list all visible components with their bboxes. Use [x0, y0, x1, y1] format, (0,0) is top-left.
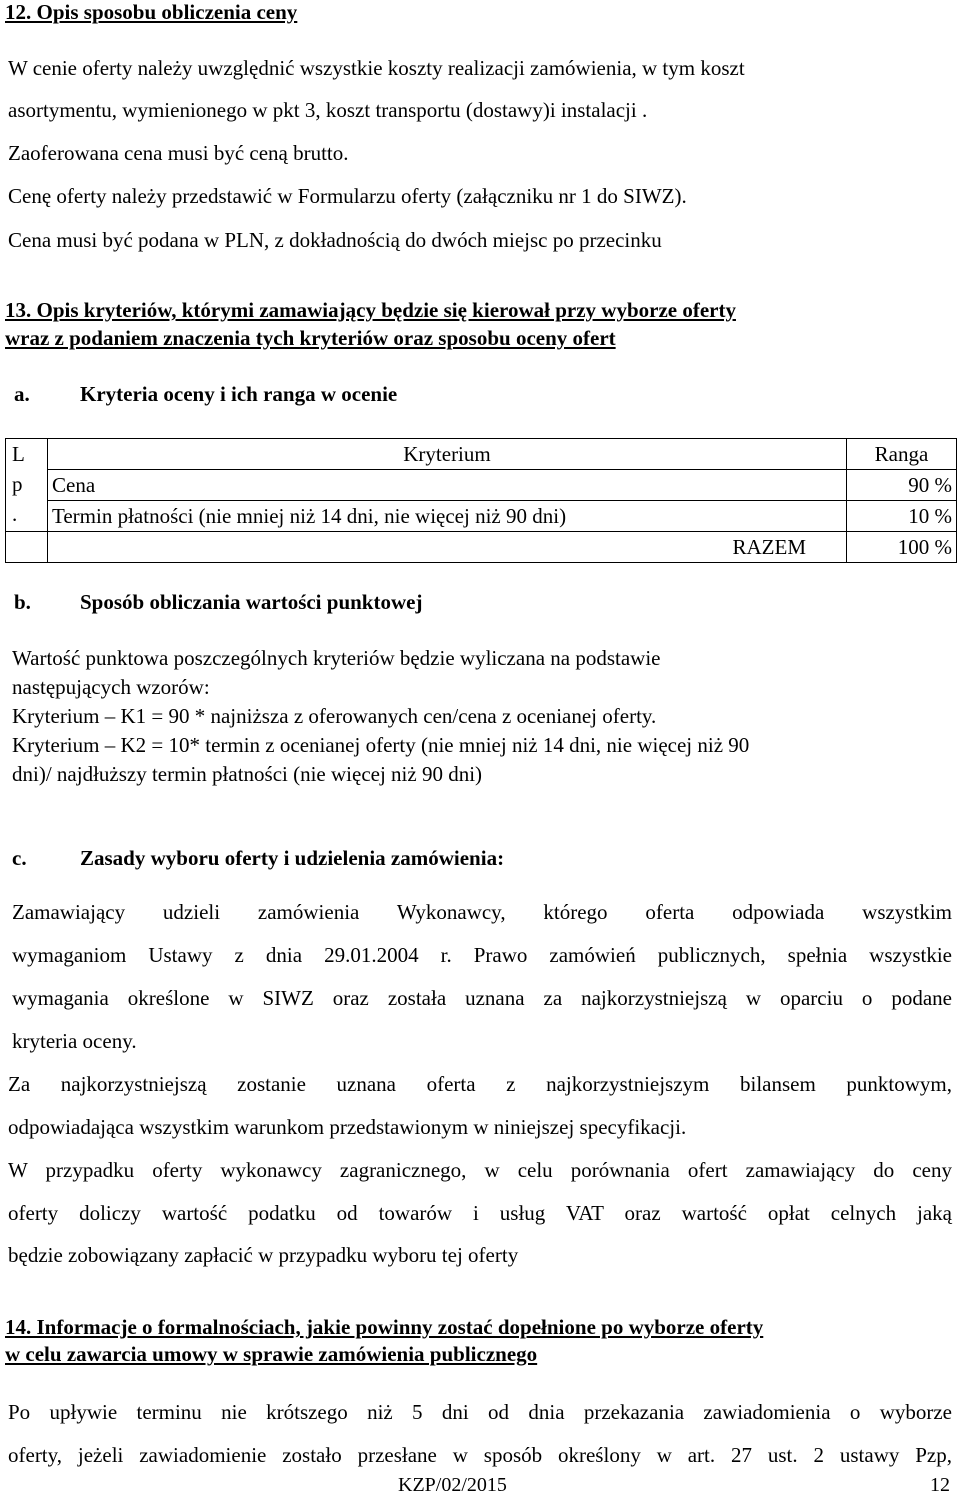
- s14-line-1: Po upływie terminu nie krótszego niż 5 dni od dnia przekazania zawiadomienia o wyborze: [8, 1400, 952, 1424]
- rank-header: Ranga: [847, 439, 957, 470]
- b-line-5: dni)/ najdłuższy termin płatności (nie więcej niż 90 dni): [12, 762, 483, 786]
- table-row: [6, 501, 957, 532]
- footer-doc-id: KZP/02/2015: [398, 1474, 507, 1496]
- b-line-1: Wartość punktowa poszczególnych kryteriów będzie wyliczana na podstawie: [12, 646, 661, 670]
- empty-lp-cell: [6, 532, 48, 563]
- s12-line-5: Cena musi być podana w PLN, z dokładnością do dwóch miejsc po przecinku: [8, 228, 662, 252]
- c-line-1: Zamawiający udzieli zamówienia Wykonawcy, którego oferta odpowiada wszystkim: [12, 900, 952, 924]
- sub-a-title: Kryteria oceny i ich ranga w ocenie: [80, 382, 398, 406]
- criterion-header: Kryterium: [48, 439, 847, 470]
- s12-line-1: W cenie oferty należy uwzględnić wszystkie koszty realizacji zamówienia, w tym koszt: [8, 56, 745, 80]
- c-line-9: będzie zobowiązany zapłacić w przypadku wyboru tej oferty: [8, 1243, 519, 1267]
- c-line-2: wymaganiom Ustawy z dnia 29.01.2004 r. Prawo zamówień publicznych, spełnia wszystkie: [12, 943, 952, 967]
- s12-line-4: Cenę oferty należy przedstawić w Formularzu oferty (załączniku nr 1 do SIWZ).: [8, 184, 687, 208]
- c-line-7: W przypadku oferty wykonawcy zagranicznego, w celu porównania ofert zamawiający do ceny: [8, 1158, 952, 1182]
- lp-header: L p .: [6, 439, 48, 532]
- c-line-6: odpowiadająca wszystkim warunkom przedstawionym w niniejszej specyfikacji.: [8, 1115, 687, 1139]
- rank-cell: 90 %: [847, 470, 957, 501]
- sub-a-marker: a.: [14, 382, 30, 406]
- c-line-3: wymagania określone w SIWZ oraz została uznana za najkorzystniejszą w oparciu o podane: [12, 986, 952, 1010]
- section-13-heading-line-1: 13. Opis kryteriów, którymi zamawiający będzie się kierował przy wyborze oferty: [5, 298, 736, 322]
- c-line-5: Za najkorzystniejszą zostanie uznana oferta z najkorzystniejszym bilansem punktowym,: [8, 1072, 952, 1096]
- s12-line-3: Zaoferowana cena musi być ceną brutto.: [8, 141, 349, 165]
- s12-line-2: asortymentu, wymienionego w pkt 3, koszt transportu (dostawy)i instalacji .: [8, 98, 648, 122]
- total-value: 100 %: [847, 532, 957, 563]
- b-line-2: następujących wzorów:: [12, 675, 210, 699]
- section-13-heading-line-2: wraz z podaniem znaczenia tych kryteriów oraz sposobu oceny ofert: [5, 326, 616, 350]
- section-14-heading-line-1: 14. Informacje o formalnościach, jakie powinny zostać dopełnione po wyborze oferty: [5, 1315, 764, 1339]
- c-line-8: oferty doliczy wartość podatku od towarów i usług VAT oraz wartość opłat celnych jaką: [8, 1201, 952, 1225]
- sub-c-title: Zasady wyboru oferty i udzielenia zamówienia:: [80, 846, 505, 870]
- footer-page-number: 12: [930, 1474, 950, 1496]
- table-total-row: [6, 532, 957, 563]
- b-line-4: Kryterium – K2 = 10* termin z ocenianej oferty (nie mniej niż 14 dni, nie więcej niż 90: [12, 733, 750, 757]
- section-12-heading: 12. Opis sposobu obliczenia ceny: [5, 0, 298, 24]
- section-14-heading-line-2: w celu zawarcia umowy w sprawie zamówienia publicznego: [5, 1342, 538, 1366]
- table-header-row: [6, 439, 957, 470]
- total-label: RAZEM: [48, 532, 847, 563]
- c-line-4: kryteria oceny.: [12, 1029, 137, 1053]
- sub-c-marker: c.: [12, 846, 27, 870]
- b-line-3: Kryterium – K1 = 90 * najniższa z oferowanych cen/cena z ocenianej oferty.: [12, 704, 657, 728]
- sub-b-marker: b.: [14, 590, 31, 614]
- criterion-cell: Cena: [48, 470, 847, 501]
- rank-cell: 10 %: [847, 501, 957, 532]
- criterion-cell: Termin płatności (nie mniej niż 14 dni, nie więcej niż 90 dni): [48, 501, 847, 532]
- sub-b-title: Sposób obliczania wartości punktowej: [80, 590, 423, 614]
- table-row: [6, 470, 957, 501]
- criteria-table: [5, 438, 957, 563]
- s14-line-2: oferty, jeżeli zawiadomienie zostało przesłane w sposób określony w art. 27 ust. 2 ustawy Pzp,: [8, 1443, 952, 1467]
